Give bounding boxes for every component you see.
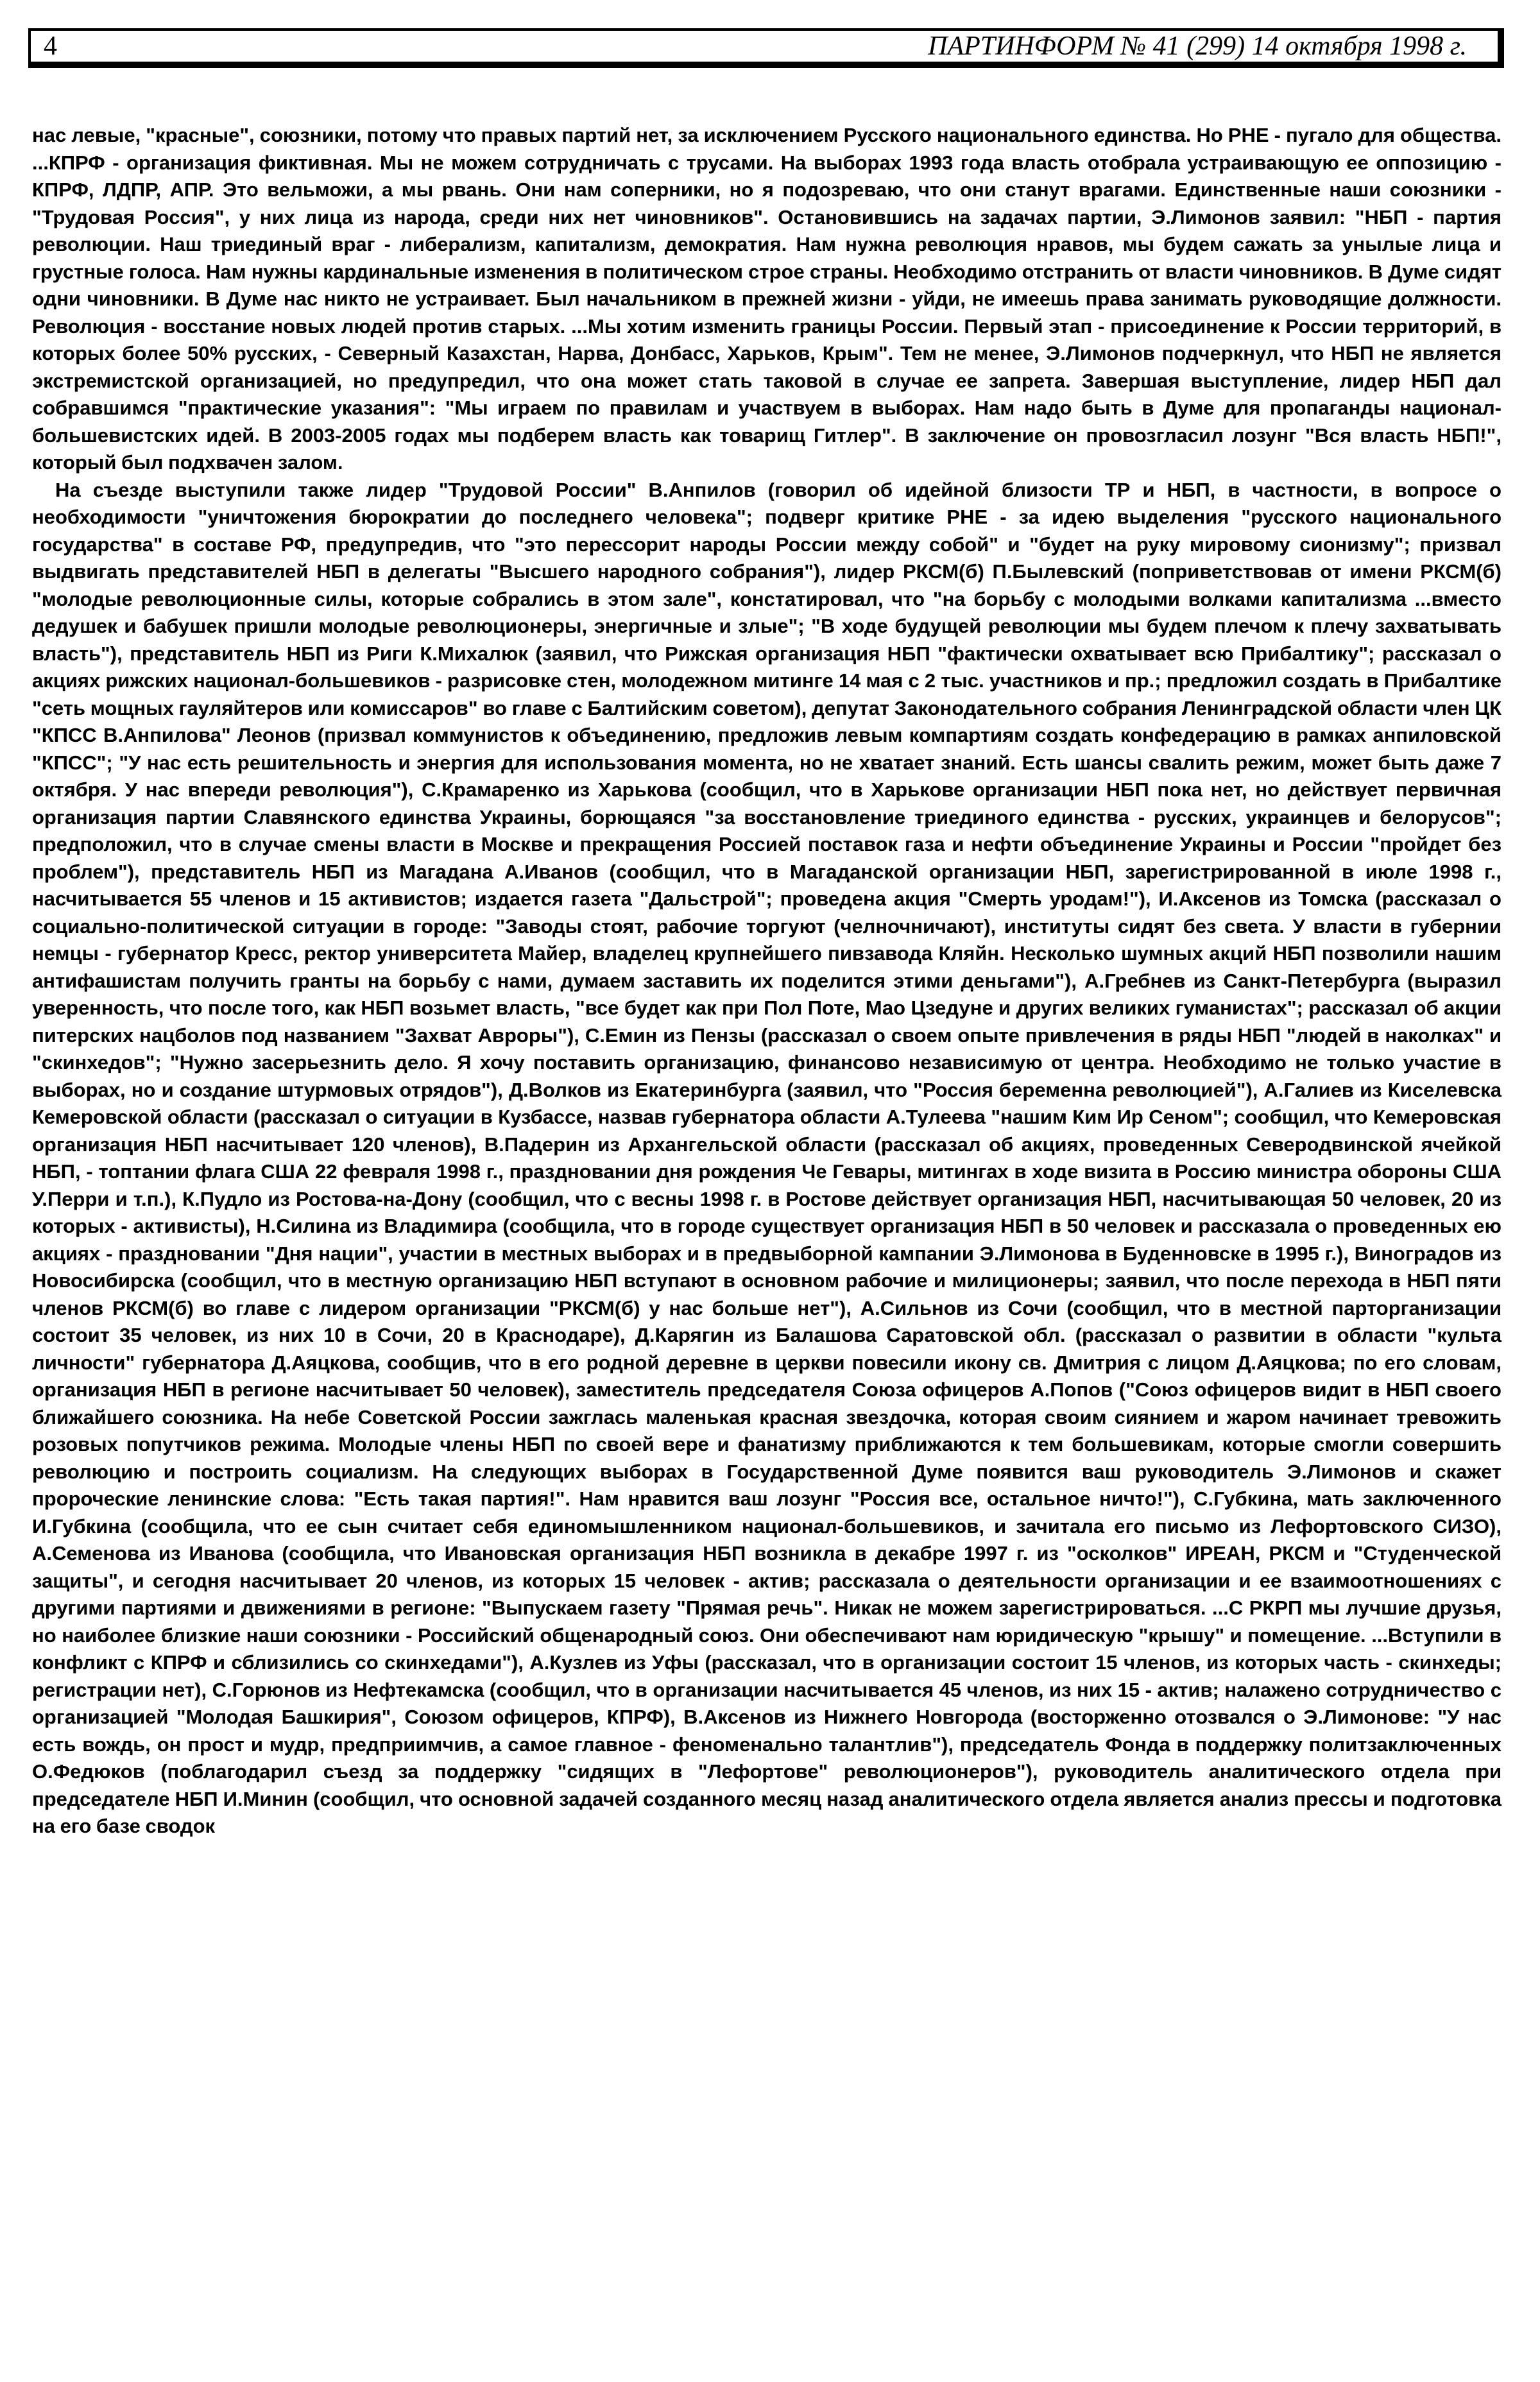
issue-info: ПАРТИНФОРМ № 41 (299) 14 октября 1998 г. <box>928 31 1467 61</box>
page-header <box>28 28 1504 68</box>
article-body <box>32 122 1502 1840</box>
paragraph-1: нас левые, "красные", союзники, потому что правых партий нет, за исключением Русского национального единства. Но РНЕ - пугало для общества. ...КПРФ - организация фиктивная. Мы не можем сотрудничать с трусами. На выборах 1993 года власть отобрала устраивающую ее оппозицию - КПРФ, ЛДПР, АПР. Это вельможи, а мы рвань. Они нам соперники, но я подозреваю, что они станут врагами. Единственные наши союзники - "Трудовая Россия", у них лица из народа, среди них нет чиновников". Остановившись на задачах партии, Э.Лимонов заявил: "НБП - партия революции. Наш триединый враг - либерализм, капитализм, демократия. Нам нужна революция нравов, мы будем сажать за унылые лица и грустные голоса. Нам нужны кардинальные изменения в политическом строе страны. Необходимо отстранить от власти чиновников. В Думе сидят одни чиновники. В Думе нас никто не устраивает. Был начальником в прежней жизни - уйди, не имеешь права занимать руководящие должности. Революция - восстание новых людей против старых. ...Мы хотим изменить границы России. Первый этап - присоединение к России территорий, в которых более 50% русских, - Северный Казахстан, Нарва, Донбасс, Харьков, Крым". Тем не менее, Э.Лимонов подчеркнул, что НБП не является экстремистской организацией, но предупредил, что она может стать таковой в случае ее запрета. Завершая выступление, лидер НБП дал собравшимся "практические указания": "Мы играем по правилам и участвуем в выборах. Нам надо быть в Думе для пропаганды национал-большевистских идей. В 2003-2005 годах мы подберем власть как товарищ Гитлер". В заключение он провозгласил лозунг "Вся власть НБП!", который был подхвачен залом. <box>32 124 1502 474</box>
page-number: 4 <box>44 31 57 61</box>
paragraph-2: На съезде выступили также лидер "Трудовой России" В.Анпилов (говорил об идейной близости ТР и НБП, в частности, в вопросе о необходимости "уничтожения бюрократии до последнего человека"; подверг критике РНЕ - за идею выделения "русского национального государства" в составе РФ, предупредив, что "это перессорит народы России между собой" и "будет на руку мировому сионизму"; призвал выдвигать представителей НБП в делегаты "Высшего народного собрания"), лидер РКСМ(б) П.Былевский (поприветствовав от имени РКСМ(б) "молодые революционные силы, которые собрались в этом зале", констатировал, что "на борьбу с молодыми волками капитализма ...вместо дедушек и бабушек пришли молодые революционеры, энергичные и злые"; "В ходе будущей революции мы будем плечом к плечу захватывать власть"), представитель НБП из Риги К.Михалюк (заявил, что Рижская организация НБП "фактически охватывает всю Прибалтику"; рассказал о акциях рижских национал-большевиков - разрисовке стен, молодежном митинге 14 мая с 2 тыс. участников и пр.; предложил создать в Прибалтике "сеть мощных гауляйтеров или комиссаров" во главе с Балтийским советом), депутат Законодательного собрания Ленинградской области член ЦК "КПСС В.Анпилова" Леонов (призвал коммунистов к объединению, предложив левым компартиям создать конфедерацию в рамках анпиловской "КПСС"; "У нас есть решительность и энергия для использования момента, но не хватает знаний. Есть шансы свалить режим, может быть даже 7 октября. У нас впереди революция"), С.Крамаренко из Харькова (сообщил, что в Харькове организации НБП пока нет, но действует первичная организация партии Славянского единства Украины, борющаяся "за восстановление триединого единства - русских, украинцев и белорусов"; предположил, что в случае смены власти в Москве и прекращения Россией поставок газа и нефти объединение Украины и России "пройдет без проблем"), представитель НБП из Магадана А.Иванов (сообщил, что в Магаданской организации НБП, зарегистрированной в июле 1998 г., насчитывается 55 членов и 15 активистов; издается газета "Дальстрой"; проведена акция "Смерть уродам!"), И.Аксенов из Томска (рассказал о социально-политической ситуации в городе: "Заводы стоят, рабочие торгуют (челночничают), институты сидят без света. У власти в губернии немцы - губернатор Кресс, ректор университета Майер, владелец крупнейшего пивзавода Кляйн. Несколько шумных акций НБП позволили нашим антифашистам получить гранты на борьбу с нами, думаем заставить их поделится этими деньгами"), А.Гребнев из Санкт-Петербурга (выразил уверенность, что после того, как НБП возьмет власть, "все будет как при Пол Поте, Мао Цзедуне и других великих гуманистах"; рассказал об акции питерских нацболов под названием "Захват Авроры"), С.Емин из Пензы (рассказал о своем опыте привлечения в ряды НБП "людей в наколках" и "скинхедов"; "Нужно засерьезнить дело. Я хочу поставить организацию, финансово независимую от центра. Необходимо не только участие в выборах, но и создание штурмовых отрядов"), Д.Волков из Екатеринбурга (заявил, что "Россия беременна революцией"), А.Галиев из Киселевска Кемеровской области (рассказал о ситуации в Кузбассе, назвав губернатора области А.Тулеева "нашим Ким Ир Сеном"; сообщил, что Кемеровская организация НБП насчитывает 120 членов), В.Падерин из Архангельской области (рассказал об акциях, проведенных Северодвинской ячейкой НБП, - топтании флага США 22 февраля 1998 г., праздновании дня рождения Че Гевары, митингах в ходе визита в Россию министра обороны США У.Перри и т.п.), К.Пудло из Ростова-на-Дону (сообщил, что с весны 1998 г. в Ростове действует организация НБП, насчитывающая 50 человек, 20 из которых - активисты), Н.Силина из Владимира (сообщила, что в городе существует организация НБП в 50 человек и рассказала о проведенных ею акциях - праздновании "Дня нации", участии в местных выборах и в предвыборной кампании Э.Лимонова в Буденновске в 1995 г.), Виноградов из Новосибирска (сообщил, что в местную организацию НБП вступают в основном рабочие и милиционеры; заявил, что после перехода в НБП пяти членов РКСМ(б) во главе с лидером организации "РКСМ(б) у нас больше нет"), А.Сильнов из Сочи (сообщил, что в местной парторганизации состоит 35 человек, из них 10 в Сочи, 20 в Краснодаре), Д.Карягин из Балашова Саратовской обл. (рассказал о развитии в области "культа личности" губернатора Д.Аяцкова, сообщив, что в его родной деревне в церкви повесили икону св. Дмитрия с лицом Д.Аяцкова; по его словам, организация НБП в регионе насчитывает 50 человек), заместитель председателя Союза офицеров А.Попов ("Союз офицеров видит в НБП своего ближайшего союзника. На небе Советской России зажглась маленькая красная звездочка, которая своим сиянием и жаром начинает тревожить розовых попутчиков режима. Молодые члены НБП по своей вере и фанатизму приближаются к тем большевикам, которые смогли совершить революцию и построить социализм. На следующих выборах в Государственной Думе появится ваш руководитель Э.Лимонов и скажет пророческие ленинские слова: "Есть такая партия!". Нам нравится ваш лозунг "Россия все, остальное ничто!"), С.Губкина, мать заключенного И.Губкина (сообщила, что ее сын считает себя единомышленником национал-большевиков, и зачитала его письмо из Лефортовского СИЗО), А.Семенова из Иванова (сообщила, что Ивановская организация НБП возникла в декабре 1997 г. из "осколков" ИРЕАН, РКСМ и "Студенческой защиты", и сегодня насчитывает 20 членов, из которых 15 человек - актив; рассказала о деятельности организации и ее взаимоотношениях с другими партиями и движениями в регионе: "Выпускаем газету "Прямая речь". Никак не можем зарегистрироваться. ...С РКРП мы лучшие друзья, но наиболее близкие наши союзники - Российский общенародный союз. Они обеспечивают нам юридическую "крышу" и помещение. ...Вступили в конфликт с КПРФ и сблизились со скинхедами"), А.Кузлев из Уфы (рассказал, что в организации состоит 15 членов, из которых часть - скинхеды; регистрации нет), С.Горюнов из Нефтекамска (сообщил, что в организации насчитывается 45 членов, из них 15 - актив; налажено сотрудничество с организацией "Молодая Башкирия", Союзом офицеров, КПРФ), В.Аксенов из Нижнего Новгорода (восторженно отозвался о Э.Лимонове: "У нас есть вождь, он прост и мудр, предприимчив, а самое главное - феноменально талантлив"), председатель Фонда в поддержку политзаключенных О.Федюков (поблагодарил съезд за поддержку "сидящих в "Лефортове" революционеров"), руководитель аналитического отдела при председателе НБП И.Минин (сообщил, что основной задачей созданного месяц назад аналитического отдела является анализ прессы и подготовка на его базе сводок <box>32 478 1502 1837</box>
